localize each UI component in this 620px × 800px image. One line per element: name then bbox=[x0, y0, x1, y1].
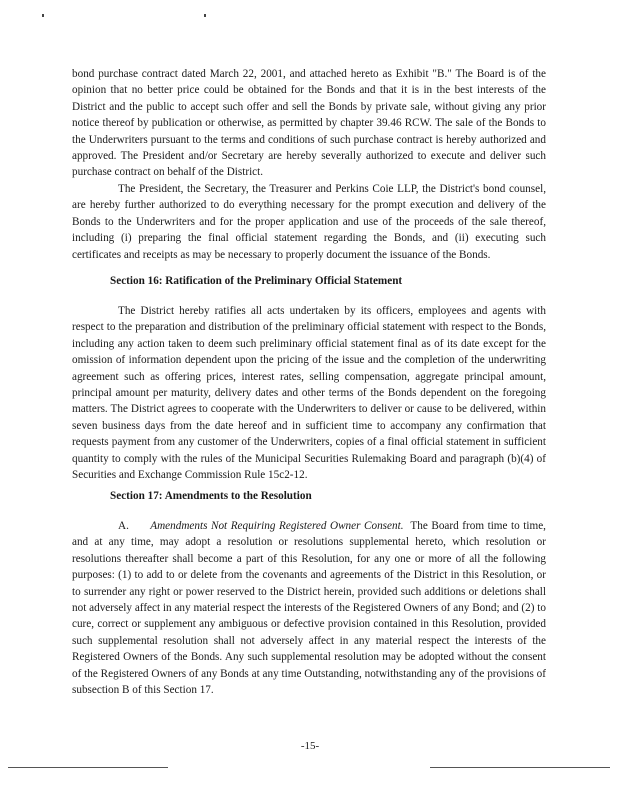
subsection-a-text: The Board from time to time, and at any time, may adopt a resolution or resolutions supplemental hereto, which resolution or resolutions thereafter shall become a part of this Resolution, for any one or more of all the following purposes: (1) to add to or delete from the covenants and agreements of the District in this Resolution, or to surrender any right or power reserved to the District herein, provided such additions or deletions shall not adversely affect in any material respect the interests of the Registered Owners of any Bond; and (2) to cure, correct or supplement any ambiguous or defective provision contained in this Resolution, provided such supplemental resolution shall not adversely affect in any material respect the interests of the Registered Owners of the Bonds. Any such supplemental resolution may be adopted without the consent of the Registered Owners of any Bonds at any time Outstanding, notwithstanding any of the provisions of subsection B of this Section 17. bbox=[72, 520, 546, 697]
scan-bottom-rule-right bbox=[430, 767, 610, 768]
page-number: -15- bbox=[300, 740, 320, 752]
section-15-paragraph-1: bond purchase contract dated March 22, 2001, and attached hereto as Exhibit "B." The Board is of the opinion that no better price could be obtained for the Bonds and that it is in the best interests of the District and the public to accept such offer and sell the Bonds by private sale, without giving any prior notice thereof by publication or otherwise, as permitted by chapter 39.46 RCW. The sale of the Bonds to the Underwriters pursuant to the terms and conditions of such purchase contract is hereby authorized and approved. The President and/or Secretary are hereby severally authorized to execute and deliver such purchase contract on behalf of the District. bbox=[72, 68, 546, 179]
section-16-heading: Section 16: Ratification of the Preliminary Official Statement bbox=[110, 275, 403, 287]
section-15-paragraph-2: The President, the Secretary, the Treasurer and Perkins Coie LLP, the District's bond counsel, are hereby further authorized to do everything necessary for the prompt execution and delivery of the Bonds to the Underwriters and for the proper application and use of the proceeds of the sale thereof, including (i) preparing the final official statement regarding the Bonds, and (ii) executing such certificates and receipts as may be necessary to properly document the issuance of the Bonds. bbox=[72, 183, 546, 261]
section-17-a-paragraph bbox=[72, 518, 546, 698]
scan-bottom-rule-left bbox=[8, 767, 168, 768]
section-15-continuation bbox=[72, 66, 546, 181]
section-15-paragraph-2-block bbox=[72, 181, 546, 263]
scan-mark-left bbox=[42, 14, 44, 17]
subsection-a-title: Amendments Not Requiring Registered Owner Consent. bbox=[150, 520, 404, 532]
scan-mark-center bbox=[204, 14, 206, 17]
section-17-subsection-a bbox=[72, 518, 546, 698]
section-16-paragraph: The District hereby ratifies all acts undertaken by its officers, employees and agents with respect to the preparation and distribution of the preliminary official statement with respect to the Bonds, including any action taken to deem such preliminary official statement final as of its date except for the omission of information dependent upon the pricing of the issue and the completion of the underwriting agreement such as offering prices, interest rates, selling compensation, aggregate principal amount, principal amount per maturity, delivery dates and other terms of the Bonds dependent on the foregoing matters. The District agrees to cooperate with the Underwriters to deliver or cause to be delivered, within seven business days from the date hereof and in sufficient time to accompany any confirmation that requests payment from any customer of the Underwriters, copies of a final official statement in sufficient quantity to comply with the rules of the Municipal Securities Rulemaking Board and paragraph (b)(4) of Securities and Exchange Commission Rule 15c2-12. bbox=[72, 305, 546, 482]
subsection-a-label: A. bbox=[118, 520, 129, 532]
section-16-body bbox=[72, 303, 546, 483]
section-17-heading: Section 17: Amendments to the Resolution bbox=[110, 490, 312, 502]
